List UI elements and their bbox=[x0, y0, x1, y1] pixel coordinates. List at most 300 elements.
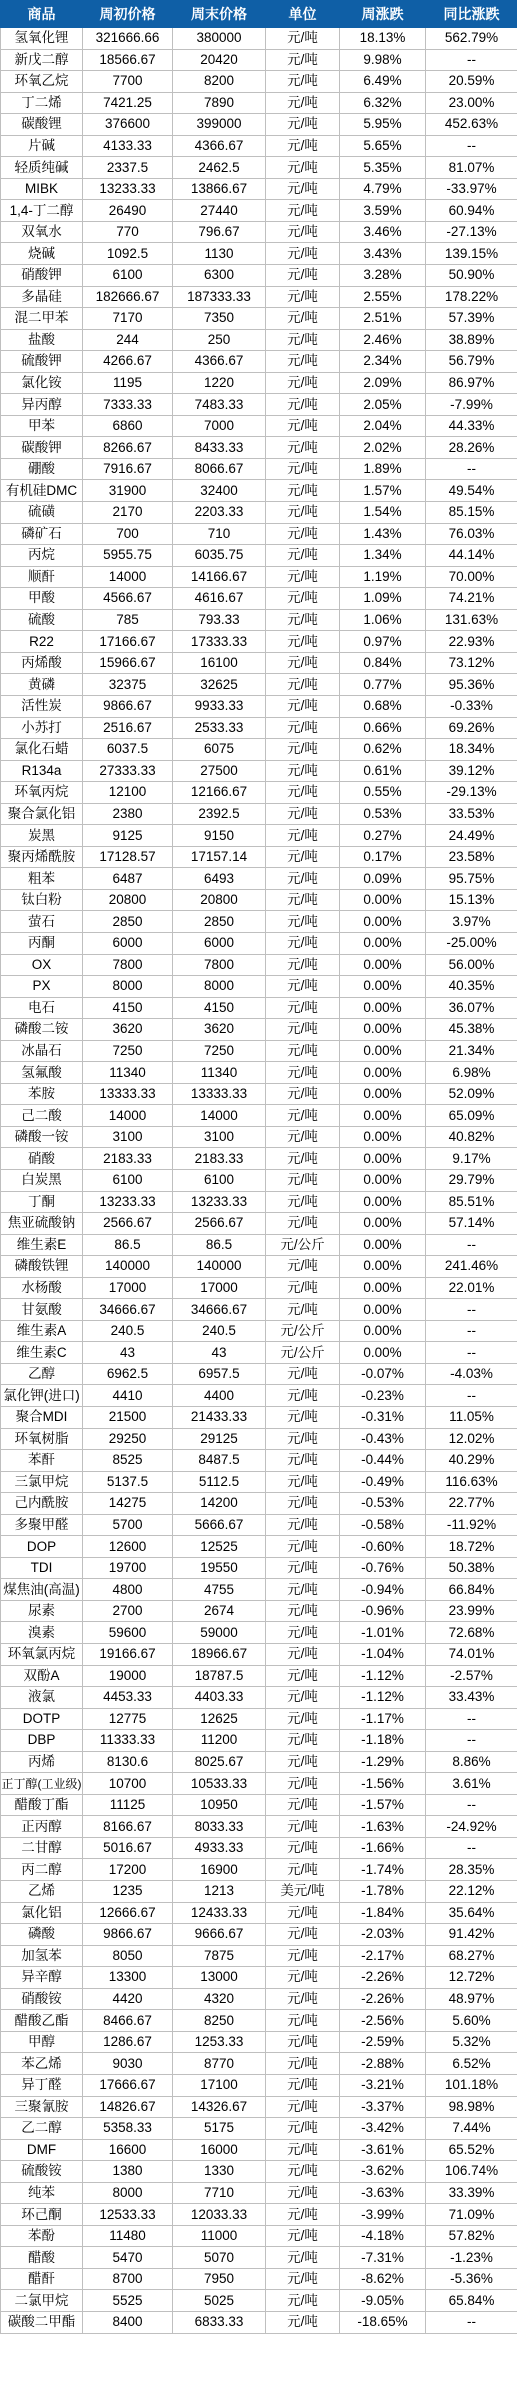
yoy-change-cell: 33.43% bbox=[426, 1687, 517, 1709]
table-row bbox=[1, 1988, 517, 2010]
yoy-change-cell: 65.09% bbox=[426, 1105, 517, 1127]
header-weekly-change: 周涨跌 bbox=[340, 1, 426, 28]
unit-cell: 元/吨 bbox=[266, 2053, 340, 2075]
week-end-price-cell: 5175 bbox=[173, 2118, 266, 2140]
table-row bbox=[1, 1471, 517, 1493]
week-start-price-cell: 8050 bbox=[83, 1945, 173, 1967]
week-start-price-cell: 8700 bbox=[83, 2268, 173, 2290]
week-end-price-cell: 86.5 bbox=[173, 1234, 266, 1256]
commodity-name-cell: 黄磷 bbox=[1, 674, 83, 696]
week-end-price-cell: 7250 bbox=[173, 1040, 266, 1062]
commodity-name-cell: 乙烯 bbox=[1, 1881, 83, 1903]
unit-cell: 元/吨 bbox=[266, 545, 340, 567]
yoy-change-cell: 49.54% bbox=[426, 480, 517, 502]
week-end-price-cell: 250 bbox=[173, 329, 266, 351]
unit-cell: 元/吨 bbox=[266, 2118, 340, 2140]
weekly-change-cell: -0.07% bbox=[340, 1363, 426, 1385]
week-end-price-cell: 12625 bbox=[173, 1708, 266, 1730]
table-row bbox=[1, 1320, 517, 1342]
table-row bbox=[1, 28, 517, 50]
week-end-price-cell: 7800 bbox=[173, 954, 266, 976]
week-start-price-cell: 19166.67 bbox=[83, 1644, 173, 1666]
week-end-price-cell: 59000 bbox=[173, 1622, 266, 1644]
yoy-change-cell: 38.89% bbox=[426, 329, 517, 351]
table-row bbox=[1, 588, 517, 610]
week-end-price-cell: 6300 bbox=[173, 265, 266, 287]
commodity-name-cell: 硫酸钾 bbox=[1, 351, 83, 373]
unit-cell: 元/吨 bbox=[266, 911, 340, 933]
table-row bbox=[1, 2139, 517, 2161]
yoy-change-cell: -33.97% bbox=[426, 178, 517, 200]
table-row bbox=[1, 739, 517, 761]
unit-cell: 元/吨 bbox=[266, 308, 340, 330]
yoy-change-cell: -7.99% bbox=[426, 394, 517, 416]
unit-cell: 元/吨 bbox=[266, 1407, 340, 1429]
yoy-change-cell: 21.34% bbox=[426, 1040, 517, 1062]
week-end-price-cell: 11200 bbox=[173, 1730, 266, 1752]
yoy-change-cell: -2.57% bbox=[426, 1665, 517, 1687]
table-row bbox=[1, 717, 517, 739]
unit-cell: 元/吨 bbox=[266, 760, 340, 782]
weekly-change-cell: -1.29% bbox=[340, 1751, 426, 1773]
week-end-price-cell: 27440 bbox=[173, 200, 266, 222]
week-start-price-cell: 8466.67 bbox=[83, 2010, 173, 2032]
weekly-change-cell: 0.00% bbox=[340, 1105, 426, 1127]
week-start-price-cell: 12100 bbox=[83, 782, 173, 804]
yoy-change-cell: -11.92% bbox=[426, 1514, 517, 1536]
weekly-change-cell: 0.00% bbox=[340, 1062, 426, 1084]
week-start-price-cell: 9866.67 bbox=[83, 695, 173, 717]
week-start-price-cell: 700 bbox=[83, 523, 173, 545]
week-end-price-cell: 12166.67 bbox=[173, 782, 266, 804]
table-row bbox=[1, 1191, 517, 1213]
weekly-change-cell: -2.26% bbox=[340, 1967, 426, 1989]
commodity-name-cell: 聚丙烯酰胺 bbox=[1, 846, 83, 868]
weekly-change-cell: -2.59% bbox=[340, 2031, 426, 2053]
week-start-price-cell: 12533.33 bbox=[83, 2204, 173, 2226]
yoy-change-cell: 33.53% bbox=[426, 803, 517, 825]
week-end-price-cell: 8487.5 bbox=[173, 1450, 266, 1472]
table-row bbox=[1, 1816, 517, 1838]
commodity-name-cell: 硫磺 bbox=[1, 502, 83, 524]
week-end-price-cell: 7890 bbox=[173, 92, 266, 114]
yoy-change-cell: 139.15% bbox=[426, 243, 517, 265]
weekly-change-cell: -1.12% bbox=[340, 1687, 426, 1709]
week-end-price-cell: 3100 bbox=[173, 1126, 266, 1148]
unit-cell: 元/吨 bbox=[266, 1837, 340, 1859]
week-end-price-cell: 12433.33 bbox=[173, 1902, 266, 1924]
week-end-price-cell: 4616.67 bbox=[173, 588, 266, 610]
table-row bbox=[1, 868, 517, 890]
week-start-price-cell: 7916.67 bbox=[83, 458, 173, 480]
table-row bbox=[1, 1062, 517, 1084]
commodity-name-cell: 苯胺 bbox=[1, 1083, 83, 1105]
commodity-name-cell: 磷酸一铵 bbox=[1, 1126, 83, 1148]
unit-cell: 元/吨 bbox=[266, 717, 340, 739]
week-end-price-cell: 710 bbox=[173, 523, 266, 545]
yoy-change-cell: -- bbox=[426, 1794, 517, 1816]
week-end-price-cell: 4320 bbox=[173, 1988, 266, 2010]
commodity-name-cell: R134a bbox=[1, 760, 83, 782]
week-start-price-cell: 8000 bbox=[83, 976, 173, 998]
week-start-price-cell: 17666.67 bbox=[83, 2074, 173, 2096]
yoy-change-cell: 452.63% bbox=[426, 114, 517, 136]
table-row bbox=[1, 458, 517, 480]
commodity-name-cell: 焦亚硫酸钠 bbox=[1, 1213, 83, 1235]
yoy-change-cell: 241.46% bbox=[426, 1256, 517, 1278]
commodity-name-cell: 三氯甲烷 bbox=[1, 1471, 83, 1493]
weekly-change-cell: 0.61% bbox=[340, 760, 426, 782]
week-start-price-cell: 4410 bbox=[83, 1385, 173, 1407]
unit-cell: 元/吨 bbox=[266, 868, 340, 890]
yoy-change-cell: 101.18% bbox=[426, 2074, 517, 2096]
yoy-change-cell: -5.36% bbox=[426, 2268, 517, 2290]
table-row bbox=[1, 1773, 517, 1795]
unit-cell: 元/吨 bbox=[266, 2096, 340, 2118]
commodity-name-cell: 维生素C bbox=[1, 1342, 83, 1364]
week-end-price-cell: 8033.33 bbox=[173, 1816, 266, 1838]
weekly-change-cell: 0.00% bbox=[340, 1169, 426, 1191]
table-row bbox=[1, 1579, 517, 1601]
commodity-name-cell: 多晶硅 bbox=[1, 286, 83, 308]
commodity-name-cell: 异丁醛 bbox=[1, 2074, 83, 2096]
yoy-change-cell: -- bbox=[426, 458, 517, 480]
table-row bbox=[1, 200, 517, 222]
unit-cell: 元/吨 bbox=[266, 1622, 340, 1644]
week-end-price-cell: 7710 bbox=[173, 2182, 266, 2204]
week-end-price-cell: 5666.67 bbox=[173, 1514, 266, 1536]
week-end-price-cell: 240.5 bbox=[173, 1320, 266, 1342]
commodity-name-cell: 磷矿石 bbox=[1, 523, 83, 545]
week-start-price-cell: 10700 bbox=[83, 1773, 173, 1795]
yoy-change-cell: 35.64% bbox=[426, 1902, 517, 1924]
weekly-change-cell: 2.09% bbox=[340, 372, 426, 394]
weekly-change-cell: -4.18% bbox=[340, 2225, 426, 2247]
unit-cell: 元/吨 bbox=[266, 28, 340, 50]
unit-cell: 元/吨 bbox=[266, 243, 340, 265]
week-start-price-cell: 27333.33 bbox=[83, 760, 173, 782]
table-row bbox=[1, 1493, 517, 1515]
weekly-change-cell: 2.04% bbox=[340, 415, 426, 437]
week-start-price-cell: 2380 bbox=[83, 803, 173, 825]
table-row bbox=[1, 1169, 517, 1191]
weekly-change-cell: -0.60% bbox=[340, 1536, 426, 1558]
yoy-change-cell: 33.39% bbox=[426, 2182, 517, 2204]
week-end-price-cell: 4400 bbox=[173, 1385, 266, 1407]
yoy-change-cell: 9.17% bbox=[426, 1148, 517, 1170]
week-end-price-cell: 11000 bbox=[173, 2225, 266, 2247]
weekly-change-cell: 0.68% bbox=[340, 695, 426, 717]
week-start-price-cell: 11333.33 bbox=[83, 1730, 173, 1752]
yoy-change-cell: 40.29% bbox=[426, 1450, 517, 1472]
table-row bbox=[1, 803, 517, 825]
yoy-change-cell: 40.35% bbox=[426, 976, 517, 998]
unit-cell: 元/吨 bbox=[266, 1665, 340, 1687]
table-row bbox=[1, 1967, 517, 1989]
commodity-name-cell: 己内酰胺 bbox=[1, 1493, 83, 1515]
table-row bbox=[1, 695, 517, 717]
week-start-price-cell: 6100 bbox=[83, 265, 173, 287]
yoy-change-cell: 86.97% bbox=[426, 372, 517, 394]
yoy-change-cell: 56.79% bbox=[426, 351, 517, 373]
table-row bbox=[1, 523, 517, 545]
week-start-price-cell: 6000 bbox=[83, 932, 173, 954]
unit-cell: 元/吨 bbox=[266, 2311, 340, 2333]
unit-cell: 元/吨 bbox=[266, 1191, 340, 1213]
commodity-name-cell: 磷酸铁锂 bbox=[1, 1256, 83, 1278]
week-end-price-cell: 399000 bbox=[173, 114, 266, 136]
weekly-change-cell: -0.49% bbox=[340, 1471, 426, 1493]
yoy-change-cell: 74.21% bbox=[426, 588, 517, 610]
unit-cell: 元/公斤 bbox=[266, 1234, 340, 1256]
week-start-price-cell: 13300 bbox=[83, 1967, 173, 1989]
week-start-price-cell: 376600 bbox=[83, 114, 173, 136]
yoy-change-cell: -0.33% bbox=[426, 695, 517, 717]
unit-cell: 元/吨 bbox=[266, 1213, 340, 1235]
table-row bbox=[1, 135, 517, 157]
week-end-price-cell: 10950 bbox=[173, 1794, 266, 1816]
week-end-price-cell: 2533.33 bbox=[173, 717, 266, 739]
yoy-change-cell: 45.38% bbox=[426, 1019, 517, 1041]
commodity-name-cell: 甘氨酸 bbox=[1, 1299, 83, 1321]
yoy-change-cell: 116.63% bbox=[426, 1471, 517, 1493]
commodity-name-cell: 正丙醇 bbox=[1, 1816, 83, 1838]
week-end-price-cell: 7000 bbox=[173, 415, 266, 437]
week-end-price-cell: 6035.75 bbox=[173, 545, 266, 567]
weekly-change-cell: 4.79% bbox=[340, 178, 426, 200]
unit-cell: 元/吨 bbox=[266, 1105, 340, 1127]
commodity-name-cell: DOP bbox=[1, 1536, 83, 1558]
commodity-name-cell: 丁二烯 bbox=[1, 92, 83, 114]
unit-cell: 元/吨 bbox=[266, 674, 340, 696]
commodity-name-cell: 水杨酸 bbox=[1, 1277, 83, 1299]
weekly-change-cell: -2.26% bbox=[340, 1988, 426, 2010]
table-row bbox=[1, 2074, 517, 2096]
commodity-name-cell: 加氢苯 bbox=[1, 1945, 83, 1967]
week-start-price-cell: 182666.67 bbox=[83, 286, 173, 308]
weekly-change-cell: 0.00% bbox=[340, 997, 426, 1019]
week-end-price-cell: 11340 bbox=[173, 1062, 266, 1084]
commodity-name-cell: 乙二醇 bbox=[1, 2118, 83, 2140]
weekly-change-cell: 0.00% bbox=[340, 1234, 426, 1256]
unit-cell: 元/吨 bbox=[266, 1988, 340, 2010]
unit-cell: 元/吨 bbox=[266, 502, 340, 524]
week-end-price-cell: 13000 bbox=[173, 1967, 266, 1989]
week-start-price-cell: 2850 bbox=[83, 911, 173, 933]
week-start-price-cell: 34666.67 bbox=[83, 1299, 173, 1321]
week-start-price-cell: 18566.67 bbox=[83, 49, 173, 71]
weekly-change-cell: 0.00% bbox=[340, 976, 426, 998]
yoy-change-cell: 85.15% bbox=[426, 502, 517, 524]
yoy-change-cell: -- bbox=[426, 2311, 517, 2333]
commodity-name-cell: 异丙醇 bbox=[1, 394, 83, 416]
commodity-name-cell: OX bbox=[1, 954, 83, 976]
table-row bbox=[1, 997, 517, 1019]
yoy-change-cell: 23.00% bbox=[426, 92, 517, 114]
table-row bbox=[1, 1450, 517, 1472]
commodity-name-cell: 碳酸锂 bbox=[1, 114, 83, 136]
yoy-change-cell: 73.12% bbox=[426, 652, 517, 674]
commodity-name-cell: 氢氧化锂 bbox=[1, 28, 83, 50]
weekly-change-cell: -0.76% bbox=[340, 1557, 426, 1579]
week-start-price-cell: 4566.67 bbox=[83, 588, 173, 610]
week-end-price-cell: 21433.33 bbox=[173, 1407, 266, 1429]
week-end-price-cell: 9933.33 bbox=[173, 695, 266, 717]
yoy-change-cell: 71.09% bbox=[426, 2204, 517, 2226]
week-start-price-cell: 4453.33 bbox=[83, 1687, 173, 1709]
table-row bbox=[1, 92, 517, 114]
unit-cell: 元/吨 bbox=[266, 2290, 340, 2312]
weekly-change-cell: 0.77% bbox=[340, 674, 426, 696]
weekly-change-cell: -0.96% bbox=[340, 1600, 426, 1622]
weekly-change-cell: 1.89% bbox=[340, 458, 426, 480]
weekly-change-cell: 0.84% bbox=[340, 652, 426, 674]
table-row bbox=[1, 1234, 517, 1256]
unit-cell: 元/吨 bbox=[266, 114, 340, 136]
yoy-change-cell: 15.13% bbox=[426, 889, 517, 911]
commodity-name-cell: 硝酸铵 bbox=[1, 1988, 83, 2010]
unit-cell: 元/吨 bbox=[266, 889, 340, 911]
weekly-change-cell: 0.00% bbox=[340, 954, 426, 976]
weekly-change-cell: -8.62% bbox=[340, 2268, 426, 2290]
week-start-price-cell: 770 bbox=[83, 221, 173, 243]
weekly-change-cell: 5.35% bbox=[340, 157, 426, 179]
weekly-change-cell: -18.65% bbox=[340, 2311, 426, 2333]
weekly-change-cell: 2.55% bbox=[340, 286, 426, 308]
commodity-name-cell: 钛白粉 bbox=[1, 889, 83, 911]
week-start-price-cell: 19000 bbox=[83, 1665, 173, 1687]
week-end-price-cell: 43 bbox=[173, 1342, 266, 1364]
week-end-price-cell: 7483.33 bbox=[173, 394, 266, 416]
yoy-change-cell: 98.98% bbox=[426, 2096, 517, 2118]
unit-cell: 元/吨 bbox=[266, 1126, 340, 1148]
yoy-change-cell: 76.03% bbox=[426, 523, 517, 545]
week-start-price-cell: 29250 bbox=[83, 1428, 173, 1450]
weekly-change-cell: -1.17% bbox=[340, 1708, 426, 1730]
yoy-change-cell: 12.72% bbox=[426, 1967, 517, 1989]
table-row bbox=[1, 1622, 517, 1644]
week-end-price-cell: 4403.33 bbox=[173, 1687, 266, 1709]
week-end-price-cell: 13333.33 bbox=[173, 1083, 266, 1105]
week-start-price-cell: 785 bbox=[83, 609, 173, 631]
week-end-price-cell: 8770 bbox=[173, 2053, 266, 2075]
week-start-price-cell: 20800 bbox=[83, 889, 173, 911]
weekly-change-cell: 2.02% bbox=[340, 437, 426, 459]
commodity-name-cell: 环氧树脂 bbox=[1, 1428, 83, 1450]
week-start-price-cell: 7170 bbox=[83, 308, 173, 330]
weekly-change-cell: 1.57% bbox=[340, 480, 426, 502]
table-row bbox=[1, 1644, 517, 1666]
commodity-name-cell: 硝酸 bbox=[1, 1148, 83, 1170]
weekly-change-cell: 1.54% bbox=[340, 502, 426, 524]
commodity-name-cell: 硝酸钾 bbox=[1, 265, 83, 287]
weekly-change-cell: -1.56% bbox=[340, 1773, 426, 1795]
table-row bbox=[1, 1600, 517, 1622]
week-end-price-cell: 187333.33 bbox=[173, 286, 266, 308]
weekly-change-cell: 2.51% bbox=[340, 308, 426, 330]
week-start-price-cell: 6860 bbox=[83, 415, 173, 437]
yoy-change-cell: 6.98% bbox=[426, 1062, 517, 1084]
table-row bbox=[1, 1536, 517, 1558]
yoy-change-cell: 18.72% bbox=[426, 1536, 517, 1558]
yoy-change-cell: 52.09% bbox=[426, 1083, 517, 1105]
week-end-price-cell: 12033.33 bbox=[173, 2204, 266, 2226]
unit-cell: 元/吨 bbox=[266, 480, 340, 502]
week-end-price-cell: 2203.33 bbox=[173, 502, 266, 524]
table-row bbox=[1, 308, 517, 330]
weekly-change-cell: 0.00% bbox=[340, 1299, 426, 1321]
yoy-change-cell: 50.38% bbox=[426, 1557, 517, 1579]
weekly-change-cell: 0.00% bbox=[340, 1256, 426, 1278]
header-week-end-price: 周末价格 bbox=[173, 1, 266, 28]
unit-cell: 元/吨 bbox=[266, 2161, 340, 2183]
commodity-name-cell: 丙烷 bbox=[1, 545, 83, 567]
commodity-name-cell: 双氧水 bbox=[1, 221, 83, 243]
commodity-name-cell: 多聚甲醛 bbox=[1, 1514, 83, 1536]
weekly-change-cell: 3.43% bbox=[340, 243, 426, 265]
week-start-price-cell: 11480 bbox=[83, 2225, 173, 2247]
commodity-name-cell: 氯化铵 bbox=[1, 372, 83, 394]
week-end-price-cell: 4933.33 bbox=[173, 1837, 266, 1859]
commodity-name-cell: 顺酐 bbox=[1, 566, 83, 588]
unit-cell: 元/吨 bbox=[266, 523, 340, 545]
week-end-price-cell: 6000 bbox=[173, 932, 266, 954]
week-end-price-cell: 12525 bbox=[173, 1536, 266, 1558]
commodity-name-cell: 氯化铝 bbox=[1, 1902, 83, 1924]
unit-cell: 元/吨 bbox=[266, 71, 340, 93]
unit-cell: 元/吨 bbox=[266, 2074, 340, 2096]
unit-cell: 元/吨 bbox=[266, 1730, 340, 1752]
commodity-name-cell: 乙醇 bbox=[1, 1363, 83, 1385]
week-start-price-cell: 11340 bbox=[83, 1062, 173, 1084]
unit-cell: 元/吨 bbox=[266, 372, 340, 394]
commodity-name-cell: 甲醇 bbox=[1, 2031, 83, 2053]
commodity-name-cell: 维生素A bbox=[1, 1320, 83, 1342]
week-start-price-cell: 31900 bbox=[83, 480, 173, 502]
week-start-price-cell: 5700 bbox=[83, 1514, 173, 1536]
weekly-change-cell: 1.34% bbox=[340, 545, 426, 567]
week-start-price-cell: 14000 bbox=[83, 566, 173, 588]
week-start-price-cell: 9125 bbox=[83, 825, 173, 847]
week-start-price-cell: 11125 bbox=[83, 1794, 173, 1816]
commodity-name-cell: 尿素 bbox=[1, 1600, 83, 1622]
commodity-name-cell: 烧碱 bbox=[1, 243, 83, 265]
commodity-name-cell: 丙酮 bbox=[1, 932, 83, 954]
week-start-price-cell: 6037.5 bbox=[83, 739, 173, 761]
commodity-name-cell: 粗苯 bbox=[1, 868, 83, 890]
week-start-price-cell: 19700 bbox=[83, 1557, 173, 1579]
unit-cell: 元/吨 bbox=[266, 1708, 340, 1730]
week-start-price-cell: 5137.5 bbox=[83, 1471, 173, 1493]
table-row bbox=[1, 1794, 517, 1816]
yoy-change-cell: 3.61% bbox=[426, 1773, 517, 1795]
unit-cell: 元/公斤 bbox=[266, 1342, 340, 1364]
week-end-price-cell: 6493 bbox=[173, 868, 266, 890]
table-row bbox=[1, 1557, 517, 1579]
table-row bbox=[1, 2161, 517, 2183]
week-end-price-cell: 4366.67 bbox=[173, 135, 266, 157]
yoy-change-cell: -25.00% bbox=[426, 932, 517, 954]
table-row bbox=[1, 1514, 517, 1536]
weekly-change-cell: 0.27% bbox=[340, 825, 426, 847]
weekly-change-cell: 0.97% bbox=[340, 631, 426, 653]
table-row bbox=[1, 631, 517, 653]
table-row bbox=[1, 932, 517, 954]
week-start-price-cell: 12666.67 bbox=[83, 1902, 173, 1924]
yoy-change-cell: 57.82% bbox=[426, 2225, 517, 2247]
table-row bbox=[1, 2247, 517, 2269]
weekly-change-cell: -0.23% bbox=[340, 1385, 426, 1407]
